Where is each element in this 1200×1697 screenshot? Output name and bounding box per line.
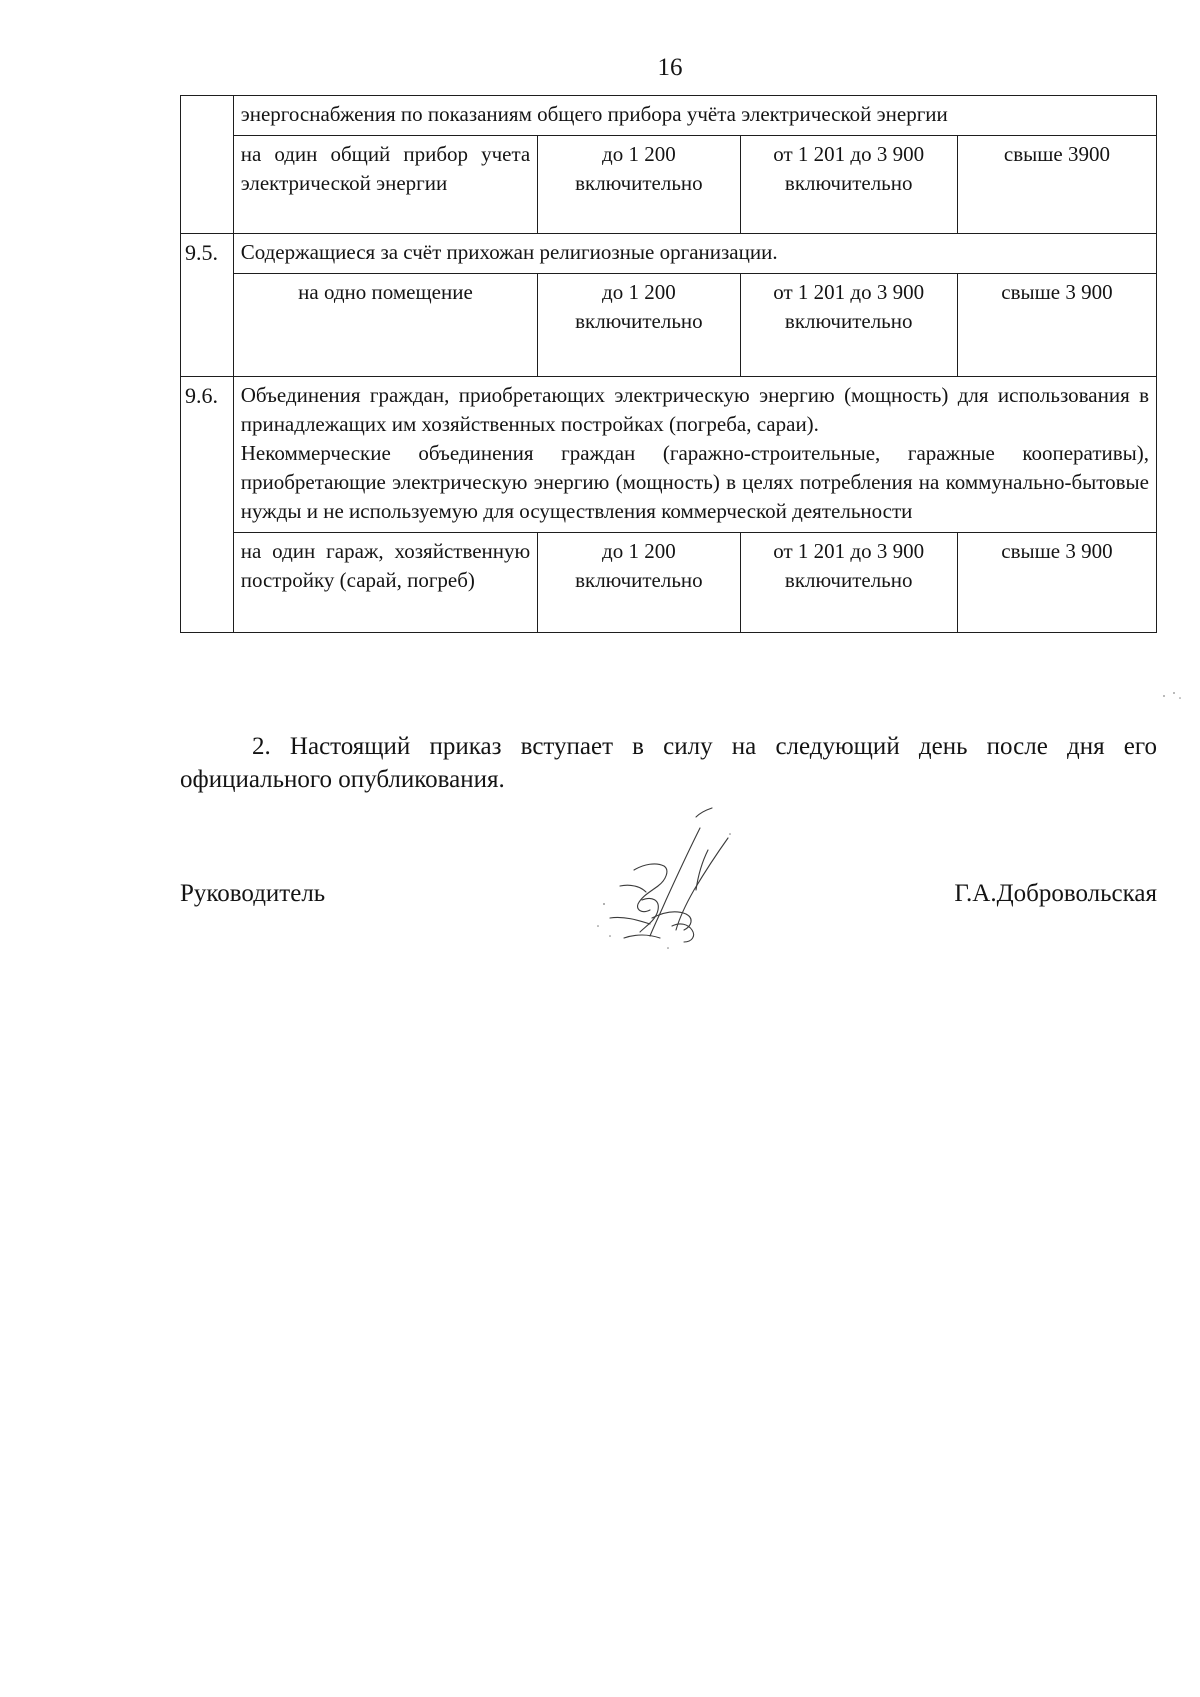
table-row: [181, 533, 1157, 633]
unit-cell: на один общий прибор учета электрической энергии: [233, 136, 538, 234]
range-high-cell: свыше 3 900: [957, 274, 1156, 377]
row-heading: [233, 377, 1156, 533]
range-high-cell: свыше 3900: [957, 136, 1156, 234]
unit-cell: на один гараж, хозяйственную постройку (сарай, погреб): [233, 533, 538, 633]
order-effective-clause: 2. Настоящий приказ вступает в силу на следующий день после дня его официального опубликования.: [180, 733, 1157, 793]
row-number: 9.6.: [181, 377, 234, 633]
heading-paragraph: Объединения граждан, приобретающих электрическую энергию (мощность) для использования в принадлежащих им хозяйственных постройках (погреба, сараи).: [240, 383, 1149, 436]
tariff-table: [180, 95, 1157, 633]
heading-paragraph: Некоммерческие объединения граждан (гаражно-строительные, гаражные кооперативы), приобретающие электрическую энергию (мощность) в целях потребления на коммунально-бытовые нужды и не используемую для осуществления коммерческой деятельности: [240, 441, 1149, 523]
unit-cell: на одно помещение: [233, 274, 538, 377]
table-row: [181, 274, 1157, 377]
row-heading: энергоснабжения по показаниям общего прибора учёта электрической энергии: [233, 96, 1156, 136]
signatory-name: Г.А.Добровольская: [954, 880, 1157, 907]
signatory-position: Руководитель: [180, 880, 326, 907]
table-row: [181, 96, 1157, 136]
row-number: 9.5.: [181, 234, 234, 377]
table-row: [181, 136, 1157, 234]
range-high-cell: свыше 3 900: [957, 533, 1156, 633]
range-low-cell: до 1 200 включительно: [538, 274, 740, 377]
scan-dots: [1160, 690, 1184, 702]
table-row: [181, 377, 1157, 533]
page-number: 16: [657, 54, 683, 81]
range-low-cell: до 1 200 включительно: [538, 136, 740, 234]
range-mid-cell: от 1 201 до 3 900 включительно: [740, 136, 957, 234]
range-mid-cell: от 1 201 до 3 900 включительно: [740, 274, 957, 377]
row-heading: Содержащиеся за счёт прихожан религиозные организации.: [233, 234, 1156, 274]
row-number: [181, 96, 234, 234]
range-low-cell: до 1 200 включительно: [538, 533, 740, 633]
range-mid-cell: от 1 201 до 3 900 включительно: [740, 533, 957, 633]
handwritten-signature: [580, 800, 780, 950]
table-row: [181, 234, 1157, 274]
